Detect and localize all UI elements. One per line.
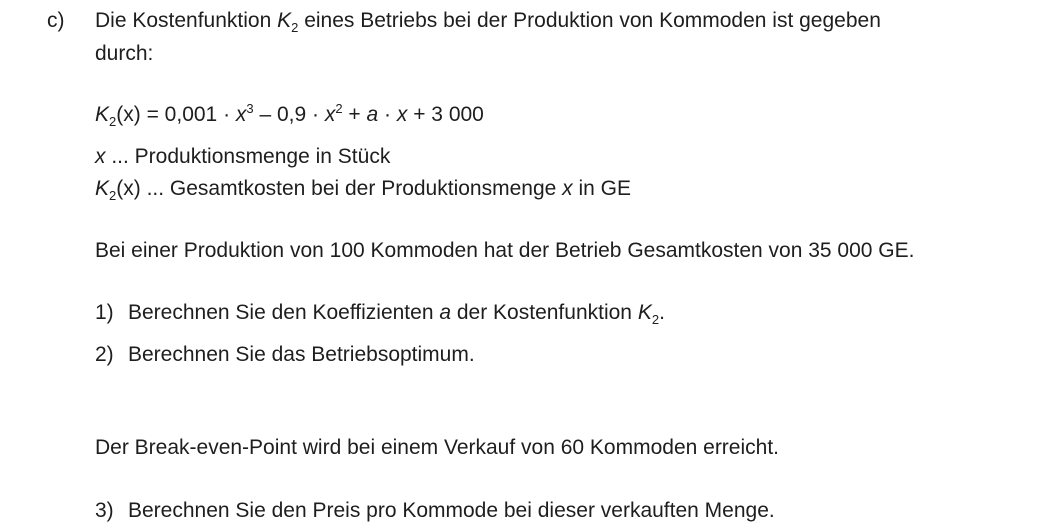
task-number: 1) <box>95 301 114 324</box>
intro-text-start: Die Kostenfunktion <box>95 9 278 32</box>
formula-x-3: x <box>396 103 408 126</box>
task-3 <box>95 498 775 524</box>
task-3-text: Berechnen Sie den Preis pro Kommode bei dieser verkauften Menge. <box>128 499 775 522</box>
task-1-period: . <box>659 301 665 324</box>
task-1 <box>95 300 665 326</box>
formula-term-1-coeff: = 0,001 · <box>140 103 236 126</box>
definition-x-desc: ... Produktionsmenge in Stück <box>105 145 391 168</box>
task-number: 3) <box>95 499 114 522</box>
formula-x-2: x <box>324 103 336 126</box>
formula-exponent-2: 2 <box>335 101 343 116</box>
formula-constant: + 3 000 <box>407 103 484 126</box>
task-1-subscript: 2 <box>651 312 660 327</box>
task-1-text-middle: der Kostenfunktion <box>451 301 638 324</box>
formula-lhs-symbol: K <box>95 103 110 126</box>
info-text: Bei einer Produktion von 100 Kommoden hat der Betrieb Gesamtkosten von 35 000 GE. <box>95 239 915 262</box>
formula-plus: + <box>342 103 367 126</box>
definition-k-arg: (x) <box>116 177 141 200</box>
intro-line-2: durch: <box>95 42 154 65</box>
cost-function-symbol: K <box>277 9 292 32</box>
definition-x <box>95 144 390 170</box>
task-1-coefficient-a: a <box>439 301 452 324</box>
intro-line-1 <box>95 8 881 34</box>
break-even-text: Der Break-even-Point wird bei einem Verkauf von 60 Kommoden erreicht. <box>95 436 779 459</box>
formula-lhs-arg: (x) <box>116 103 141 126</box>
task-number: 2) <box>95 343 114 366</box>
intro-text-end: eines Betriebs bei der Produktion von Kommoden ist gegeben <box>298 9 881 32</box>
cost-function-subscript: 2 <box>291 20 299 35</box>
cost-function-formula <box>95 102 484 128</box>
definition-k-symbol: K <box>95 177 110 200</box>
definition-k-unit: in GE <box>572 177 631 200</box>
task-2 <box>95 342 475 368</box>
part-label: c) <box>47 9 65 32</box>
task-1-text-start: Berechnen Sie den Koeffizienten <box>128 301 440 324</box>
formula-lhs-subscript: 2 <box>109 114 117 129</box>
formula-exponent-3: 3 <box>246 101 254 116</box>
formula-dot: · <box>378 103 397 126</box>
formula-term-2-coeff: – 0,9 · <box>253 103 325 126</box>
formula-x-1: x <box>235 103 247 126</box>
definition-k-var: x <box>562 177 573 200</box>
definition-k2 <box>95 176 631 202</box>
task-2-text: Berechnen Sie das Betriebsoptimum. <box>128 343 475 366</box>
definition-k-subscript: 2 <box>109 188 117 203</box>
definition-k-desc: ... Gesamtkosten bei der Produktionsmenge <box>140 177 563 200</box>
definition-x-var: x <box>95 145 106 168</box>
formula-a: a <box>366 103 379 126</box>
task-1-symbol: K <box>637 301 652 324</box>
